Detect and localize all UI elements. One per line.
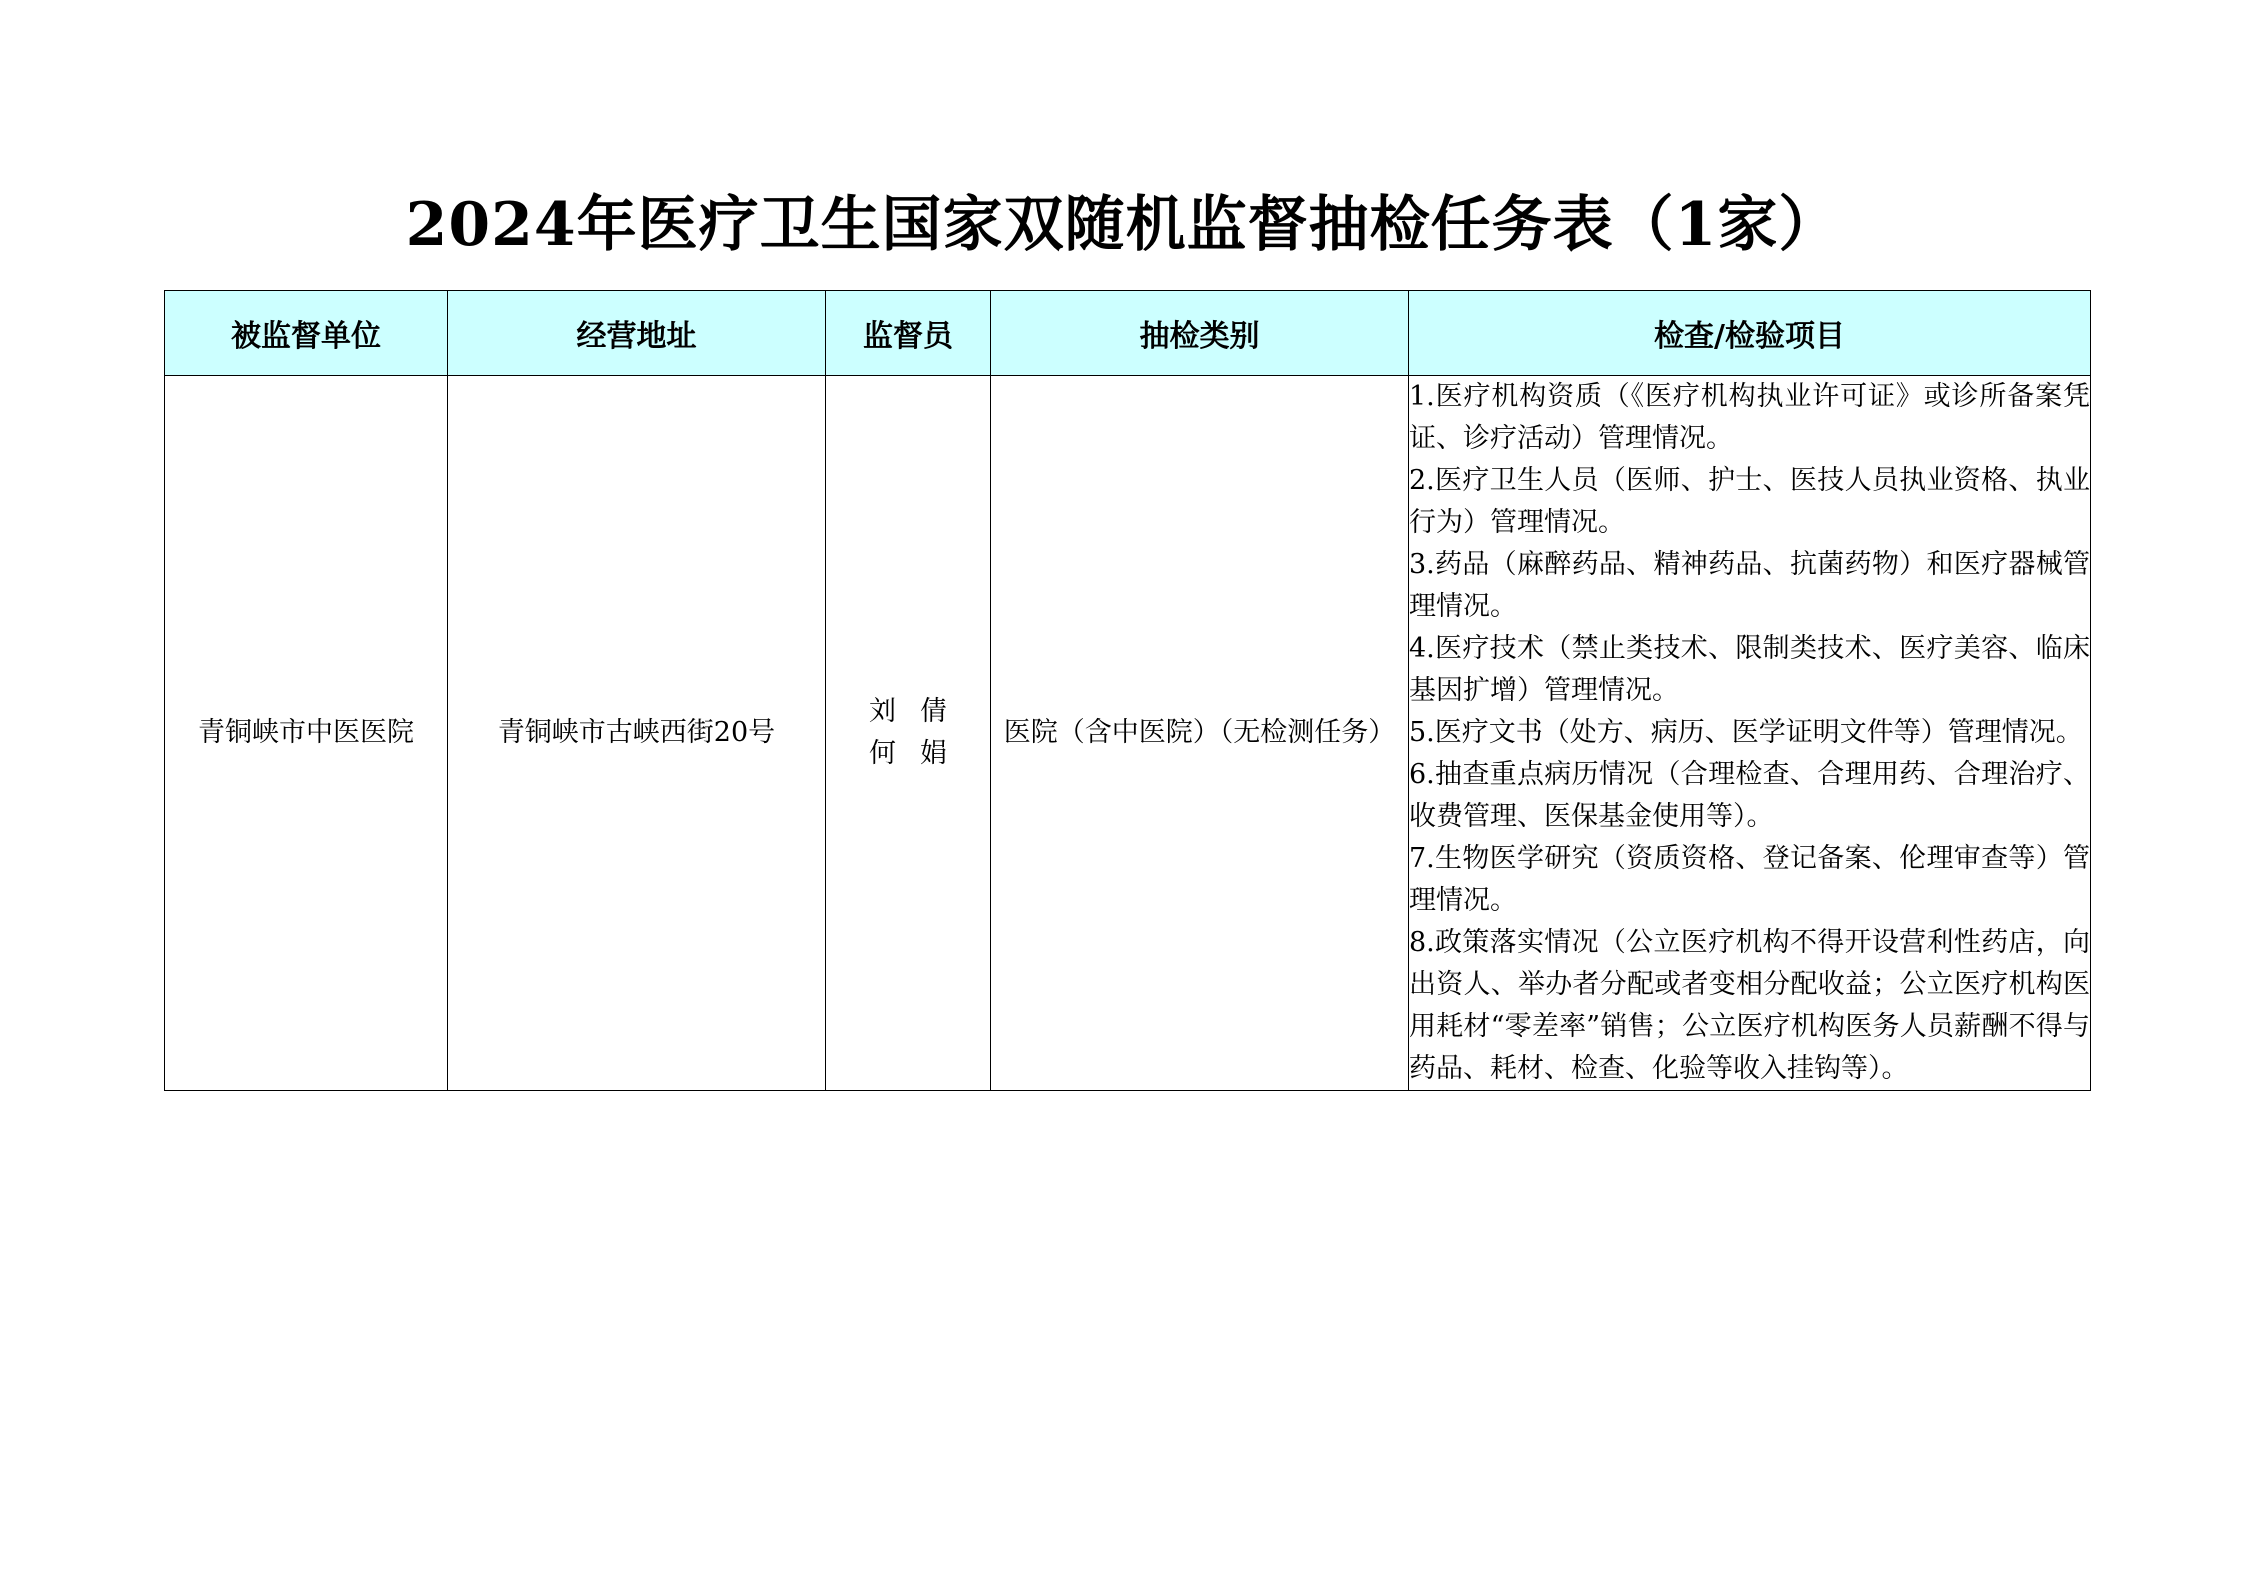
header-address: 经营地址: [448, 291, 826, 376]
inspection-item: 5.医疗文书（处方、病历、医学证明文件等）管理情况。: [1409, 717, 2083, 748]
inspection-item: 7.生物医学研究（资质资格、登记备案、伦理审查等）管理情况。: [1409, 843, 2090, 916]
page-title: 2024年医疗卫生国家双随机监督抽检任务表（1家）: [405, 190, 1840, 260]
inspection-item: 8.政策落实情况（公立医疗机构不得开设营利性药店，向出资人、举办者分配或者变相分配收益；公立医疗机构医用耗材“零差率”销售；公立医疗机构医务人员薪酬不得与药品、耗材、检查、化验等收入挂钩等）。: [1409, 927, 2090, 1084]
cell-category: 医院（含中医院）（无检测任务）: [991, 376, 1409, 1091]
inspection-item: 6.抽查重点病历情况（合理检查、合理用药、合理治疗、收费管理、医保基金使用等）。: [1409, 759, 2090, 832]
inspector-name: 刘倩: [869, 696, 971, 727]
cell-address: 青铜峡市古峡西街20号: [448, 376, 826, 1091]
inspection-item: 3.药品（麻醉药品、精神药品、抗菌药物）和医疗器械管理情况。: [1409, 549, 2090, 622]
header-inspectors: 监督员: [826, 291, 991, 376]
inspection-item: 1.医疗机构资质（《医疗机构执业许可证》或诊所备案凭证、诊疗活动）管理情况。: [1409, 381, 2090, 454]
inspection-item: 4.医疗技术（禁止类技术、限制类技术、医疗美容、临床基因扩增）管理情况。: [1409, 633, 2090, 706]
header-unit: 被监督单位: [165, 291, 448, 376]
cell-unit: 青铜峡市中医医院: [165, 376, 448, 1091]
inspection-item: 2.医疗卫生人员（医师、护士、医技人员执业资格、执业行为）管理情况。: [1409, 465, 2090, 538]
header-category: 抽检类别: [991, 291, 1409, 376]
task-table: [164, 290, 2091, 1091]
cell-items: [1409, 376, 2091, 1091]
table-row: [165, 376, 2091, 1091]
cell-inspectors: [826, 376, 991, 1091]
inspector-name: 何娟: [869, 738, 971, 769]
table-header-row: [165, 291, 2091, 376]
header-items: 检查/检验项目: [1409, 291, 2091, 376]
